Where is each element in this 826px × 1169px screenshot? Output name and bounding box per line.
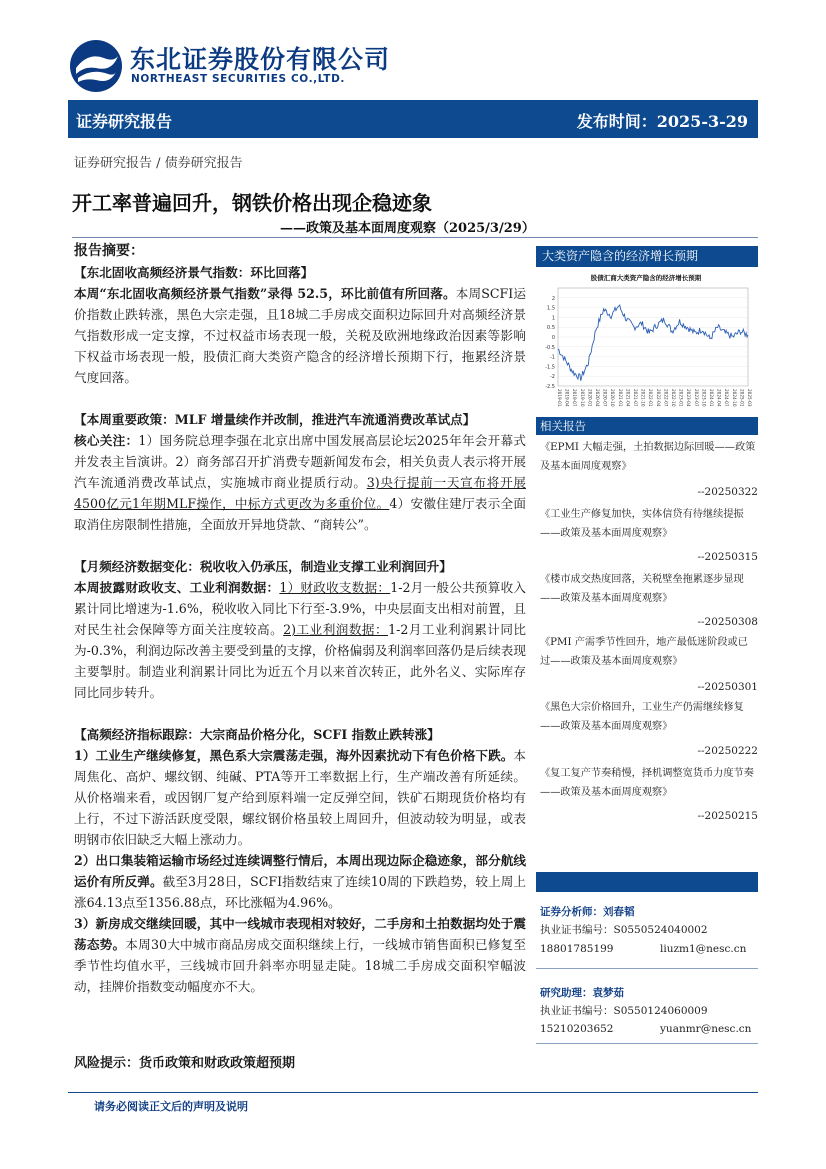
index-body: 本周SCFI运价指数止跌转涨，黑色大宗走强，且18城二手房成交面积边际回升对高频经济景气指数形成一定支撑，不过权益市场表现一般，关税及欧洲地缘政治因素等影响下权益市场表现一般，股债汇商大类资产隐含的经济增长预期下行，拖累经济景气度回落。: [74, 286, 527, 385]
section-body-monthly: [74, 577, 526, 703]
chart-y-tick-label: 0.5: [547, 325, 555, 332]
related-report-3-date: --20250308: [697, 616, 758, 628]
highfreq-p1: 本周焦化、高炉、螺纹钢、纯碱、PTA等开工率数据上行，生产端改善有所延续。从价格端来看，或因钢厂复产给到原料端一定反弹空间，铁矿石期现货价格均有上行，不过下游活跃度受限，螺纹钢价格虽较上周回升，但波动较为明显，或表明钢市依旧缺乏大幅上涨动力。: [74, 748, 526, 847]
chart-series-line: [558, 305, 748, 381]
analyst-2-cert: 执业证书编号：S0550124060009: [540, 1005, 708, 1017]
chart-x-tick-label: 2022-07: [663, 389, 669, 407]
chart-y-tick-label: -1: [550, 354, 555, 361]
related-report-6-date: --20250215: [697, 810, 758, 822]
chart-title: 股债汇商大类资产隐含的经济增长预期: [590, 274, 702, 282]
related-report-4[interactable]: 《PMI 产需季节性回升，地产最低迷阶段或已过——政策及基本面周度观察》: [540, 637, 748, 667]
chart-x-tick-label: 2022-01: [648, 389, 654, 407]
chart-y-tick-label: -0.5: [545, 344, 555, 351]
chart-y-tick-label: -2: [550, 374, 555, 381]
related-reports-header: 相关报告: [536, 417, 758, 435]
chart-x-tick-label: 2020-01: [587, 389, 593, 407]
chart-x-tick-label: 2023-04: [686, 389, 692, 407]
monthly-lead: 本周披露财政收支、工业利润数据：: [74, 580, 280, 595]
report-abstract: [74, 240, 526, 997]
chart-x-tick-label: 2025-03: [747, 389, 752, 407]
related-report-5-date: --20250222: [697, 745, 758, 757]
related-report-3[interactable]: 《楼市成交热度回落，关税壁垒拖累逐步显现——政策及基本面周度观察》: [540, 574, 744, 604]
analyst-2-email[interactable]: yuanmr@nesc.cn: [660, 1023, 752, 1035]
section-body-policy: [74, 430, 526, 535]
company-logo-icon: [68, 38, 124, 94]
chart-x-tick-label: 2021-07: [633, 389, 638, 407]
analyst-1-phone: 18801785199: [540, 943, 614, 955]
section-heading-policy: 【本周重要政策：MLF 增量续作并改制，推进汽车流通消费改革试点】: [74, 412, 476, 427]
chart-x-tick-label: 2024-10: [731, 389, 737, 407]
report-category-label: 证券研究报告: [76, 112, 173, 131]
highfreq-p3: 本周30大中城市商品房成交面积继续上行，一线城市销售面积已修复至季节性均值水平，三线城市回升斜率亦明显走陡。18城二手房成交面积窄幅波动，挂牌价指数变动幅度亦不大。: [74, 937, 527, 994]
chart-x-tick-label: 2021-04: [625, 389, 631, 407]
analyst-1-email[interactable]: liuzm1@nesc.cn: [660, 943, 747, 955]
related-report-1-date: --20250322: [697, 486, 758, 498]
risk-warning: 风险提示：货币政策和财政政策超预期: [74, 1056, 296, 1071]
chart-y-ticks: [545, 296, 555, 390]
chart-x-tick-label: 2024-07: [724, 389, 730, 407]
chart-x-tick-label: 2022-10: [671, 389, 676, 407]
section-heading-index: 【东北固收高频经济景气指数：环比回落】: [74, 265, 314, 280]
analyst-2-title: 研究助理：袁梦茹: [540, 987, 624, 999]
chart-x-tick-label: 2019-01: [557, 389, 562, 407]
section-body-highfreq-1: [74, 745, 526, 850]
section-body-highfreq-3: [74, 913, 526, 997]
abstract-label: 报告摘要：: [74, 243, 144, 259]
highfreq-p2: 截至3月28日，SCFI指数结束了连续10周的下跌趋势，较上周上涨64.13点至1356.88点，环比涨幅为4.96%。: [74, 874, 527, 910]
monthly-p1: 1-2月一般公共预算收入累计同比增速为-1.6%，税收收入同比下行至-3.9%，中央层面支出相对前置，且对民生社会保障等方面关注度较高。: [74, 580, 527, 637]
chart-x-tick-label: 2023-10: [701, 389, 707, 407]
chart-section-header: 大类资产隐含的经济增长预期: [536, 246, 758, 267]
footer-divider: [68, 1092, 758, 1093]
report-title: 开工率普遍回升，钢铁价格出现企稳迹象: [72, 191, 432, 215]
chart-x-tick-label: 2022-04: [655, 389, 661, 407]
section-body-highfreq-2: [74, 850, 526, 913]
chart-grid: [558, 288, 748, 386]
related-report-2[interactable]: 《工业生产修复加快，实体信贷有待继续提振——政策及基本面周度观察》: [540, 509, 744, 539]
chart-x-tick-label: 2023-07: [693, 389, 699, 407]
chart-x-tick-label: 2023-01: [678, 389, 684, 407]
chart-y-tick-label: 2: [551, 295, 555, 302]
related-report-1[interactable]: 《EPMI 大幅走强，土拍数据边际回暖——政策及基本面周度观察》: [540, 442, 756, 472]
company-name-en: NORTHEAST SECURITIES CO.,LTD.: [131, 73, 345, 85]
section-heading-monthly: 【月频经济数据变化：税收收入仍承压，制造业支撑工业利润回升】: [74, 559, 452, 574]
analyst-1-cert: 执业证书编号：S0550524040002: [540, 924, 708, 936]
chart-y-tick-label: 0: [551, 335, 555, 341]
analyst-divider-1: [536, 968, 758, 969]
highfreq-b2: 2）出口集装箱运输市场经过连续调整行情后，本周出现边际企稳迹象，部分航线运价有所反弹。: [74, 853, 526, 889]
publish-date: 发布时间：2025-3-29: [576, 112, 748, 131]
index-lead: 本周“东北固收高频经济景气指数”录得 52.5，环比前值有所回落。: [74, 286, 456, 301]
chart-x-tick-label: 2019-07: [572, 389, 578, 407]
monthly-u1: 1）财政收支数据：: [279, 580, 391, 595]
chart-x-tick-label: 2019-04: [564, 389, 570, 407]
chart-x-tick-label: 2024-04: [716, 389, 722, 407]
highfreq-b1: 1）工业生产继续修复，黑色系大宗震荡走强，海外因素扰动下有色价格下跌。: [74, 748, 514, 763]
chart-x-tick-label: 2019-10: [579, 389, 585, 407]
footer-disclaimer: 请务必阅读正文后的声明及说明: [94, 1100, 248, 1113]
chart-y-tick-label: -2.5: [545, 384, 555, 390]
title-divider: [72, 237, 758, 238]
report-subtitle: ——政策及基本面周度观察（2025/3/29）: [280, 221, 535, 236]
analyst-1-title: 证券分析师：刘春韬: [540, 906, 635, 918]
related-report-6[interactable]: 《复工复产节奏稍慢，择机调整宽货币力度节奏——政策及基本面周度观察》: [540, 768, 754, 798]
chart-y-tick-label: 1: [551, 315, 555, 322]
chart-x-tick-label: 2024-01: [709, 389, 714, 407]
policy-p1: 1）国务院总理李强在北京出席中国发展高层论坛2025年年会开幕式并发表主旨演讲。2）商务部召开扩消费专题新闻发布会，相关负责人表示将开展汽车流通消费改革试点，实施城市商业提质行动。: [74, 433, 526, 490]
analyst-2-phone: 15210203652: [540, 1023, 614, 1035]
chart-y-tick-label: -1.5: [545, 364, 555, 371]
section-heading-highfreq: 【高频经济指标跟踪：大宗商品价格分化，SCFI 指数止跌转涨】: [74, 727, 440, 742]
company-name-cn: 东北证券股份有限公司: [130, 45, 391, 74]
policy-lead: 核心关注：: [74, 433, 139, 448]
chart-x-tick-label: 2020-07: [602, 389, 608, 407]
growth-expectation-chart: [536, 268, 758, 414]
chart-x-tick-label: 2025-01: [739, 389, 745, 407]
related-report-2-date: --20250315: [697, 551, 758, 563]
related-report-4-date: --20250301: [697, 681, 758, 693]
monthly-u2: 2)工业利润数据：: [283, 622, 389, 637]
section-body-index: [74, 283, 526, 388]
breadcrumb: 证券研究报告 / 债券研究报告: [74, 156, 243, 171]
chart-x-tick-label: 2021-01: [617, 389, 623, 407]
chart-x-tick-label: 2021-10: [640, 389, 646, 407]
sidebar-band: [536, 872, 758, 892]
monthly-p2: 1-2月工业利润累计同比为-0.3%，利润边际改善主要受到量的支撑，价格偏弱及利润率回落仍是后续表现主要掣肘。制造业利润累计同比为近五个月以来首次转正，此外名义、实际库存同比同步转升。: [74, 622, 527, 700]
policy-p2: 3)央行提前一天宣布将开展4500亿元1年期MLF操作，中标方式更改为多重价位。: [74, 475, 526, 511]
chart-x-ticks: [557, 389, 752, 407]
highfreq-b3: 3）新房成交继续回暖，其中一线城市表现相对较好，二手房和土拍数据均处于震荡态势。: [74, 916, 526, 952]
chart-x-tick-label: 2020-10: [610, 389, 616, 407]
policy-p3: 4）安徽住建厅表示全面取消住房限制性措施，全面放开异地贷款、“商转公”。: [74, 496, 526, 532]
chart-y-tick-label: 1.5: [547, 305, 555, 312]
analyst-divider-2: [536, 1043, 758, 1044]
related-report-5[interactable]: 《黑色大宗价格回升，工业生产仍需继续修复——政策及基本面周度观察》: [540, 702, 744, 732]
chart-x-tick-label: 2020-04: [595, 389, 600, 407]
